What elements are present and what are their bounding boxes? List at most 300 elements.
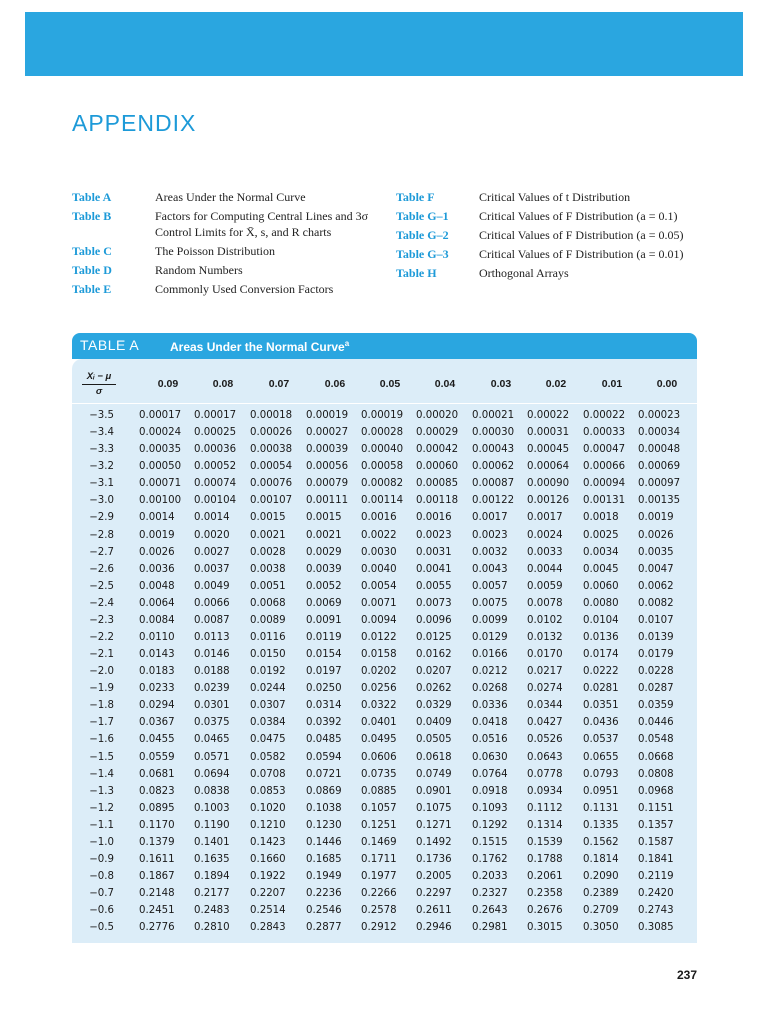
z-value-cell: −2.9 (89, 512, 114, 524)
probability-cell: 0.0020 (194, 529, 230, 541)
probability-cell: 0.0485 (306, 734, 342, 746)
toc-desc: Factors for Computing Central Lines and 3σ Control Limits for X̄, s, and R charts (155, 209, 369, 239)
probability-cell: 0.0073 (416, 597, 452, 609)
probability-cell: 0.0035 (638, 546, 674, 558)
table-a-body (72, 359, 697, 943)
toc-key[interactable]: Table A (72, 190, 112, 204)
probability-cell: 0.0228 (638, 666, 674, 678)
probability-cell: 0.0853 (250, 785, 286, 797)
probability-cell: 0.0495 (361, 734, 397, 746)
probability-cell: 0.00058 (361, 461, 404, 473)
probability-cell: 0.1112 (527, 802, 563, 814)
probability-cell: 0.0102 (527, 614, 563, 626)
probability-cell: 0.0618 (416, 751, 452, 763)
probability-cell: 0.0026 (139, 546, 175, 558)
probability-cell: 0.0668 (638, 751, 674, 763)
toc-row (72, 209, 372, 240)
probability-cell: 0.0344 (527, 700, 563, 712)
probability-cell: 0.0244 (250, 683, 286, 695)
toc-row (396, 209, 726, 225)
toc-key[interactable]: Table B (72, 209, 112, 223)
table-row (72, 714, 697, 731)
probability-cell: 0.0188 (194, 666, 230, 678)
probability-cell: 0.1230 (306, 819, 342, 831)
table-row (72, 527, 697, 544)
toc-row (72, 244, 372, 260)
probability-cell: 0.0968 (638, 785, 674, 797)
probability-cell: 0.0885 (361, 785, 397, 797)
probability-cell: 0.2358 (527, 888, 563, 900)
probability-cell: 0.0014 (194, 512, 230, 524)
probability-cell: 0.2514 (250, 905, 286, 917)
z-value-cell: −1.1 (89, 819, 114, 831)
z-value-cell: −0.5 (89, 922, 114, 934)
toc-key[interactable]: Table G–2 (396, 228, 449, 242)
toc-key[interactable]: Table H (396, 266, 437, 280)
toc-key[interactable]: Table F (396, 190, 435, 204)
probability-cell: 0.0239 (194, 683, 230, 695)
probability-cell: 0.2420 (638, 888, 674, 900)
probability-cell: 0.0516 (472, 734, 508, 746)
probability-cell: 0.1335 (583, 819, 619, 831)
z-value-cell: −1.8 (89, 700, 114, 712)
probability-cell: 0.0314 (306, 700, 342, 712)
probability-cell: 0.1867 (139, 871, 175, 883)
probability-cell: 0.1003 (194, 802, 230, 814)
probability-cell: 0.0778 (527, 768, 563, 780)
probability-cell: 0.1977 (361, 871, 397, 883)
table-row (72, 492, 697, 509)
probability-cell: 0.00018 (250, 410, 293, 421)
toc-key[interactable]: Table D (72, 262, 112, 277)
probability-cell: 0.0107 (638, 614, 674, 626)
probability-cell: 0.0427 (527, 717, 563, 729)
probability-cell: 0.00035 (139, 444, 182, 456)
probability-cell: 0.00023 (638, 410, 681, 421)
column-header: 0.04 (434, 378, 456, 390)
probability-cell: 0.00060 (416, 461, 459, 473)
z-value-cell: −0.9 (89, 854, 114, 866)
probability-cell: 0.0287 (638, 683, 674, 695)
table-row (72, 783, 697, 800)
probability-cell: 0.1038 (306, 802, 342, 814)
probability-cell: 0.00107 (250, 495, 293, 507)
probability-cell: 0.00064 (527, 461, 570, 473)
probability-cell: 0.1151 (638, 802, 674, 814)
toc-row (396, 247, 726, 263)
z-value-cell: −2.3 (89, 614, 114, 626)
toc-desc: The Poisson Distribution (155, 243, 276, 258)
probability-cell: 0.0062 (638, 580, 674, 592)
probability-cell: 0.1814 (583, 854, 619, 866)
probability-cell: 0.0129 (472, 632, 508, 644)
probability-cell: 0.0183 (139, 666, 175, 678)
probability-cell: 0.1251 (361, 819, 397, 831)
probability-cell: 0.0217 (527, 666, 563, 678)
probability-cell: 0.0606 (361, 751, 397, 763)
table-row (72, 629, 697, 646)
probability-cell: 0.0548 (638, 734, 674, 746)
probability-cell: 0.0047 (638, 563, 674, 575)
probability-cell: 0.0162 (416, 649, 452, 661)
probability-cell: 0.2912 (361, 922, 397, 934)
probability-cell: 0.2148 (139, 888, 175, 900)
probability-cell: 0.0392 (306, 717, 342, 729)
probability-cell: 0.1711 (361, 854, 397, 866)
probability-cell: 0.2810 (194, 922, 230, 934)
probability-cell: 0.2266 (361, 888, 397, 900)
probability-cell: 0.00135 (638, 495, 681, 507)
probability-cell: 0.0294 (139, 700, 175, 712)
table-row (72, 766, 697, 783)
probability-cell: 0.0026 (638, 529, 674, 541)
table-rows (72, 407, 697, 936)
z-value-cell: −1.0 (89, 836, 114, 848)
probability-cell: 0.0505 (416, 734, 452, 746)
table-footnote-marker: a (344, 339, 350, 348)
table-row (72, 424, 697, 441)
probability-cell: 0.1894 (194, 871, 230, 883)
probability-cell: 0.0025 (583, 529, 619, 541)
probability-cell: 0.0154 (306, 649, 342, 661)
probability-cell: 0.0078 (527, 597, 563, 609)
probability-cell: 0.0918 (472, 785, 508, 797)
probability-cell: 0.3085 (638, 922, 674, 934)
probability-cell: 0.0066 (194, 597, 230, 609)
probability-cell: 0.0197 (306, 666, 342, 678)
toc-row (396, 190, 726, 206)
probability-cell: 0.1357 (638, 819, 674, 831)
toc-key[interactable]: Table G–3 (396, 247, 449, 261)
probability-cell: 0.0038 (250, 563, 286, 575)
toc-row (396, 228, 726, 244)
probability-cell: 0.2611 (416, 905, 452, 917)
probability-cell: 0.0823 (139, 785, 175, 797)
probability-cell: 0.2090 (583, 871, 619, 883)
probability-cell: 0.0048 (139, 580, 175, 592)
probability-cell: 0.0384 (250, 717, 286, 729)
probability-cell: 0.00034 (638, 427, 681, 439)
probability-cell: 0.00024 (139, 427, 182, 439)
probability-cell: 0.0087 (194, 614, 230, 626)
probability-cell: 0.1762 (472, 854, 508, 866)
probability-cell: 0.00019 (361, 410, 404, 421)
z-value-cell: −2.4 (89, 597, 114, 609)
probability-cell: 0.0401 (361, 717, 397, 729)
probability-cell: 0.0869 (306, 785, 342, 797)
probability-cell: 0.1446 (306, 836, 342, 848)
probability-cell: 0.0571 (194, 751, 230, 763)
probability-cell: 0.0268 (472, 683, 508, 695)
probability-cell: 0.00042 (416, 444, 459, 456)
z-value-cell: −1.6 (89, 734, 114, 746)
probability-cell: 0.0749 (416, 768, 452, 780)
probability-cell: 0.1020 (250, 802, 286, 814)
z-value-cell: −1.4 (89, 768, 114, 780)
table-row (72, 509, 697, 526)
probability-cell: 0.0262 (416, 683, 452, 695)
probability-cell: 0.1788 (527, 854, 563, 866)
probability-cell: 0.0166 (472, 649, 508, 661)
probability-cell: 0.2981 (472, 922, 508, 934)
probability-cell: 0.0110 (139, 632, 175, 644)
probability-cell: 0.0016 (361, 512, 397, 524)
probability-cell: 0.00026 (250, 427, 293, 439)
probability-cell: 0.1515 (472, 836, 508, 848)
probability-cell: 0.2483 (194, 905, 230, 917)
probability-cell: 0.0934 (527, 785, 563, 797)
probability-cell: 0.0084 (139, 614, 175, 626)
probability-cell: 0.0301 (194, 700, 230, 712)
probability-cell: 0.0082 (638, 597, 674, 609)
z-denominator: σ (95, 386, 103, 397)
probability-cell: 0.00022 (583, 410, 626, 421)
probability-cell: 0.00038 (250, 444, 293, 456)
probability-cell: 0.00097 (638, 478, 681, 490)
column-header: 0.00 (656, 378, 678, 390)
probability-cell: 0.0094 (361, 614, 397, 626)
probability-cell: 0.00122 (472, 495, 515, 507)
probability-cell: 0.0022 (361, 529, 397, 541)
probability-cell: 0.0017 (472, 512, 508, 524)
probability-cell: 0.0721 (306, 768, 342, 780)
probability-cell: 0.0793 (583, 768, 619, 780)
probability-cell: 0.2327 (472, 888, 508, 900)
probability-cell: 0.00082 (361, 478, 404, 490)
probability-cell: 0.0055 (416, 580, 452, 592)
z-value-cell: −3.4 (89, 427, 114, 439)
probability-cell: 0.1660 (250, 854, 286, 866)
probability-cell: 0.0043 (472, 563, 508, 575)
column-header: 0.01 (601, 378, 623, 390)
probability-cell: 0.0104 (583, 614, 619, 626)
column-header: 0.05 (379, 378, 401, 390)
table-row (72, 407, 697, 424)
probability-cell: 0.2776 (139, 922, 175, 934)
probability-cell: 0.1093 (472, 802, 508, 814)
probability-cell: 0.0455 (139, 734, 175, 746)
probability-cell: 0.0367 (139, 717, 175, 729)
toc-row (396, 266, 726, 282)
probability-cell: 0.00104 (194, 495, 237, 507)
probability-cell: 0.1271 (416, 819, 452, 831)
probability-cell: 0.0132 (527, 632, 563, 644)
probability-cell: 0.1379 (139, 836, 175, 848)
probability-cell: 0.0028 (250, 546, 286, 558)
probability-cell: 0.3050 (583, 922, 619, 934)
z-value-cell: −1.5 (89, 751, 114, 763)
probability-cell: 0.0233 (139, 683, 175, 695)
z-value-cell: −1.7 (89, 717, 114, 729)
toc-key[interactable]: Table E (72, 281, 112, 296)
probability-cell: 0.00019 (306, 410, 349, 421)
probability-cell: 0.2207 (250, 888, 286, 900)
probability-cell: 0.0359 (638, 700, 674, 712)
probability-cell: 0.1131 (583, 802, 619, 814)
z-value-cell: −0.7 (89, 888, 114, 900)
probability-cell: 0.0021 (250, 529, 286, 541)
z-value-cell: −2.1 (89, 649, 114, 661)
probability-cell: 0.2451 (139, 905, 175, 917)
probability-cell: 0.00062 (472, 461, 515, 473)
z-value-cell: −2.6 (89, 563, 114, 575)
probability-cell: 0.0039 (306, 563, 342, 575)
probability-cell: 0.0023 (472, 529, 508, 541)
toc-desc: Commonly Used Conversion Factors (155, 281, 334, 296)
probability-cell: 0.00079 (306, 478, 349, 490)
z-value-cell: −2.8 (89, 529, 114, 541)
probability-cell: 0.2946 (416, 922, 452, 934)
probability-cell: 0.00056 (306, 461, 349, 473)
probability-cell: 0.0336 (472, 700, 508, 712)
probability-cell: 0.0029 (306, 546, 342, 558)
probability-cell: 0.0681 (139, 768, 175, 780)
column-header: 0.02 (545, 378, 567, 390)
probability-cell: 0.00017 (194, 410, 237, 421)
probability-cell: 0.0017 (527, 512, 563, 524)
table-row (72, 612, 697, 629)
probability-cell: 0.0559 (139, 751, 175, 763)
probability-cell: 0.0091 (306, 614, 342, 626)
probability-cell: 0.0274 (527, 683, 563, 695)
probability-cell: 0.1922 (250, 871, 286, 883)
probability-cell: 0.0895 (139, 802, 175, 814)
probability-cell: 0.00036 (194, 444, 237, 456)
column-header-row (72, 367, 697, 399)
probability-cell: 0.00126 (527, 495, 570, 507)
probability-cell: 0.00017 (139, 410, 182, 421)
probability-cell: 0.00100 (139, 495, 182, 507)
probability-cell: 0.00114 (361, 495, 404, 507)
z-value-cell: −1.3 (89, 785, 114, 797)
probability-cell: 0.00054 (250, 461, 293, 473)
probability-cell: 0.1949 (306, 871, 342, 883)
probability-cell: 0.0764 (472, 768, 508, 780)
toc-desc: Random Numbers (155, 262, 243, 277)
z-value-cell: −3.2 (89, 461, 114, 473)
probability-cell: 0.00022 (527, 410, 570, 421)
probability-cell: 0.00047 (583, 444, 626, 456)
probability-cell: 0.00045 (527, 444, 570, 456)
probability-cell: 0.0021 (306, 529, 342, 541)
probability-cell: 0.0080 (583, 597, 619, 609)
table-row (72, 595, 697, 612)
probability-cell: 0.0071 (361, 597, 397, 609)
toc-desc: Orthogonal Arrays (479, 266, 569, 280)
z-value-cell: −3.3 (89, 444, 114, 456)
probability-cell: 0.0015 (306, 512, 342, 524)
probability-cell: 0.1190 (194, 819, 230, 831)
probability-cell: 0.00033 (583, 427, 626, 439)
probability-cell: 0.0041 (416, 563, 452, 575)
z-value-cell: −2.7 (89, 546, 114, 558)
probability-cell: 0.1685 (306, 854, 342, 866)
probability-cell: 0.0054 (361, 580, 397, 592)
probability-cell: 0.0059 (527, 580, 563, 592)
probability-cell: 0.2236 (306, 888, 342, 900)
table-a-header (72, 333, 697, 359)
probability-cell: 0.00025 (194, 427, 237, 439)
table-row (72, 544, 697, 561)
probability-cell: 0.00087 (472, 478, 515, 490)
table-name (170, 339, 349, 354)
probability-cell: 0.0158 (361, 649, 397, 661)
z-value-cell: −3.0 (89, 495, 114, 507)
probability-cell: 0.1611 (139, 854, 175, 866)
table-row (72, 817, 697, 834)
probability-cell: 0.00029 (416, 427, 459, 439)
probability-cell: 0.0068 (250, 597, 286, 609)
probability-cell: 0.0031 (416, 546, 452, 558)
probability-cell: 0.0212 (472, 666, 508, 678)
probability-cell: 0.1075 (416, 802, 452, 814)
probability-cell: 0.1170 (139, 819, 175, 831)
z-value-cell: −3.5 (89, 410, 114, 421)
probability-cell: 0.2676 (527, 905, 563, 917)
probability-cell: 0.0040 (361, 563, 397, 575)
table-row (72, 441, 697, 458)
table-row (72, 919, 697, 936)
probability-cell: 0.0030 (361, 546, 397, 558)
probability-cell: 0.0113 (194, 632, 230, 644)
probability-cell: 0.0281 (583, 683, 619, 695)
top-banner (25, 12, 743, 76)
probability-cell: 0.0222 (583, 666, 619, 678)
probability-cell: 0.0708 (250, 768, 286, 780)
probability-cell: 0.0256 (361, 683, 397, 695)
probability-cell: 0.0146 (194, 649, 230, 661)
probability-cell: 0.0446 (638, 717, 674, 729)
probability-cell: 0.0044 (527, 563, 563, 575)
column-header: 0.09 (157, 378, 179, 390)
probability-cell: 0.00085 (416, 478, 459, 490)
probability-cell: 0.2546 (306, 905, 342, 917)
probability-cell: 0.0052 (306, 580, 342, 592)
probability-cell: 0.00090 (527, 478, 570, 490)
probability-cell: 0.0808 (638, 768, 674, 780)
toc-key[interactable]: Table C (72, 243, 112, 258)
probability-cell: 0.0016 (416, 512, 452, 524)
probability-cell: 0.2643 (472, 905, 508, 917)
probability-cell: 0.0015 (250, 512, 286, 524)
probability-cell: 0.0057 (472, 580, 508, 592)
probability-cell: 0.0594 (306, 751, 342, 763)
appendix-title: APPENDIX (72, 110, 197, 136)
probability-cell: 0.0537 (583, 734, 619, 746)
probability-cell: 0.00040 (361, 444, 404, 456)
probability-cell: 0.00021 (472, 410, 515, 421)
toc-desc: Critical Values of F Distribution (a = 0.05) (479, 228, 684, 242)
probability-cell: 0.0051 (250, 580, 286, 592)
probability-cell: 0.2743 (638, 905, 674, 917)
table-row (72, 697, 697, 714)
probability-cell: 0.0034 (583, 546, 619, 558)
probability-cell: 0.0019 (139, 529, 175, 541)
z-value-cell: −3.1 (89, 478, 114, 490)
table-name-text: Areas Under the Normal Curve (170, 340, 345, 354)
probability-cell: 0.1292 (472, 819, 508, 831)
probability-cell: 0.0136 (583, 632, 619, 644)
probability-cell: 0.0170 (527, 649, 563, 661)
probability-cell: 0.0582 (250, 751, 286, 763)
header-rule (72, 403, 697, 404)
z-value-cell: −2.5 (89, 580, 114, 592)
probability-cell: 0.1423 (250, 836, 286, 848)
probability-cell: 0.00052 (194, 461, 237, 473)
probability-cell: 0.0250 (306, 683, 342, 695)
toc-key[interactable]: Table G–1 (396, 209, 449, 223)
probability-cell: 0.00071 (139, 478, 182, 490)
